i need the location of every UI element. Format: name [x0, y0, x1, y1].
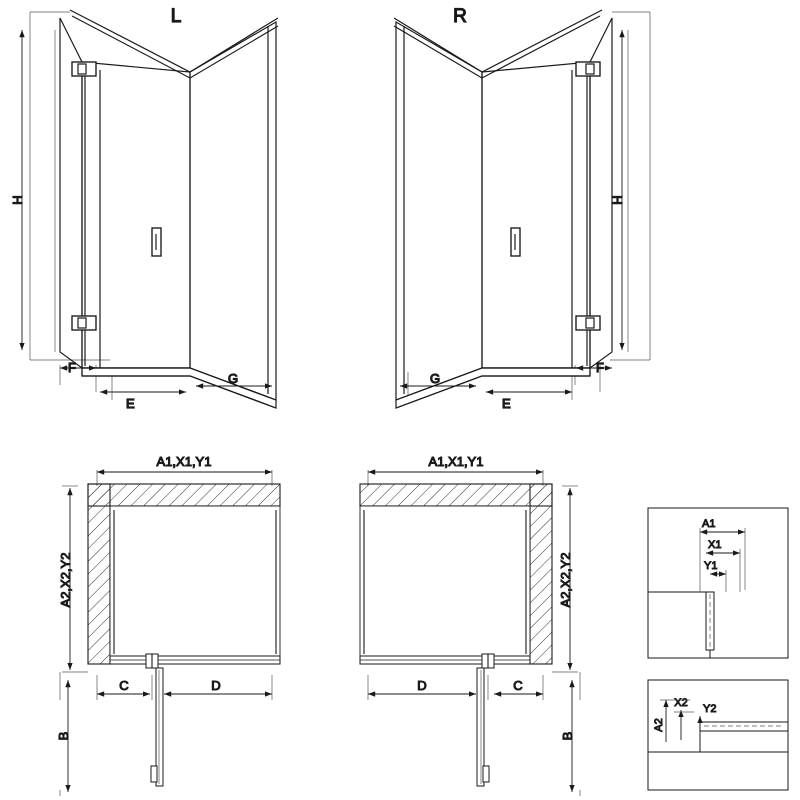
view-name-right: R — [453, 6, 467, 27]
label-H-right: H — [610, 195, 625, 205]
label-A2X2Y2-left: A2,X2,Y2 — [58, 552, 73, 608]
label-D-left: D — [211, 678, 221, 693]
label-G-right: G — [430, 371, 441, 386]
label-A2X2Y2-right: A2,X2,Y2 — [558, 552, 573, 608]
label-H-left: H — [10, 195, 25, 205]
view-name-left: L — [170, 6, 182, 27]
detail-bottom — [648, 680, 788, 790]
label-A1X1Y1-left: A1,X1,Y1 — [156, 454, 212, 469]
label-Y2-detail: Y2 — [703, 703, 717, 715]
label-B-left: B — [56, 731, 71, 741]
label-E-right: E — [502, 396, 511, 411]
label-F-left: F — [68, 360, 76, 375]
plan-view-right — [360, 454, 580, 796]
label-C-left: C — [119, 678, 129, 693]
plan-view-left — [56, 454, 280, 796]
label-F-right: F — [596, 360, 604, 375]
detail-top — [648, 508, 788, 658]
label-A1X1Y1-right: A1,X1,Y1 — [428, 454, 484, 469]
label-X1-detail: X1 — [708, 539, 722, 551]
label-G-left: G — [228, 371, 239, 386]
label-D-right: D — [417, 678, 427, 693]
label-E-left: E — [126, 396, 135, 411]
label-B-right: B — [560, 731, 575, 741]
label-A2-detail: A2 — [653, 718, 665, 732]
label-A1-detail: A1 — [702, 518, 716, 530]
label-Y1-detail: Y1 — [704, 560, 718, 572]
label-C-right: C — [513, 678, 523, 693]
label-X2-detail: X2 — [674, 697, 688, 709]
iso-view-right — [394, 6, 650, 411]
iso-view-left — [10, 6, 278, 411]
